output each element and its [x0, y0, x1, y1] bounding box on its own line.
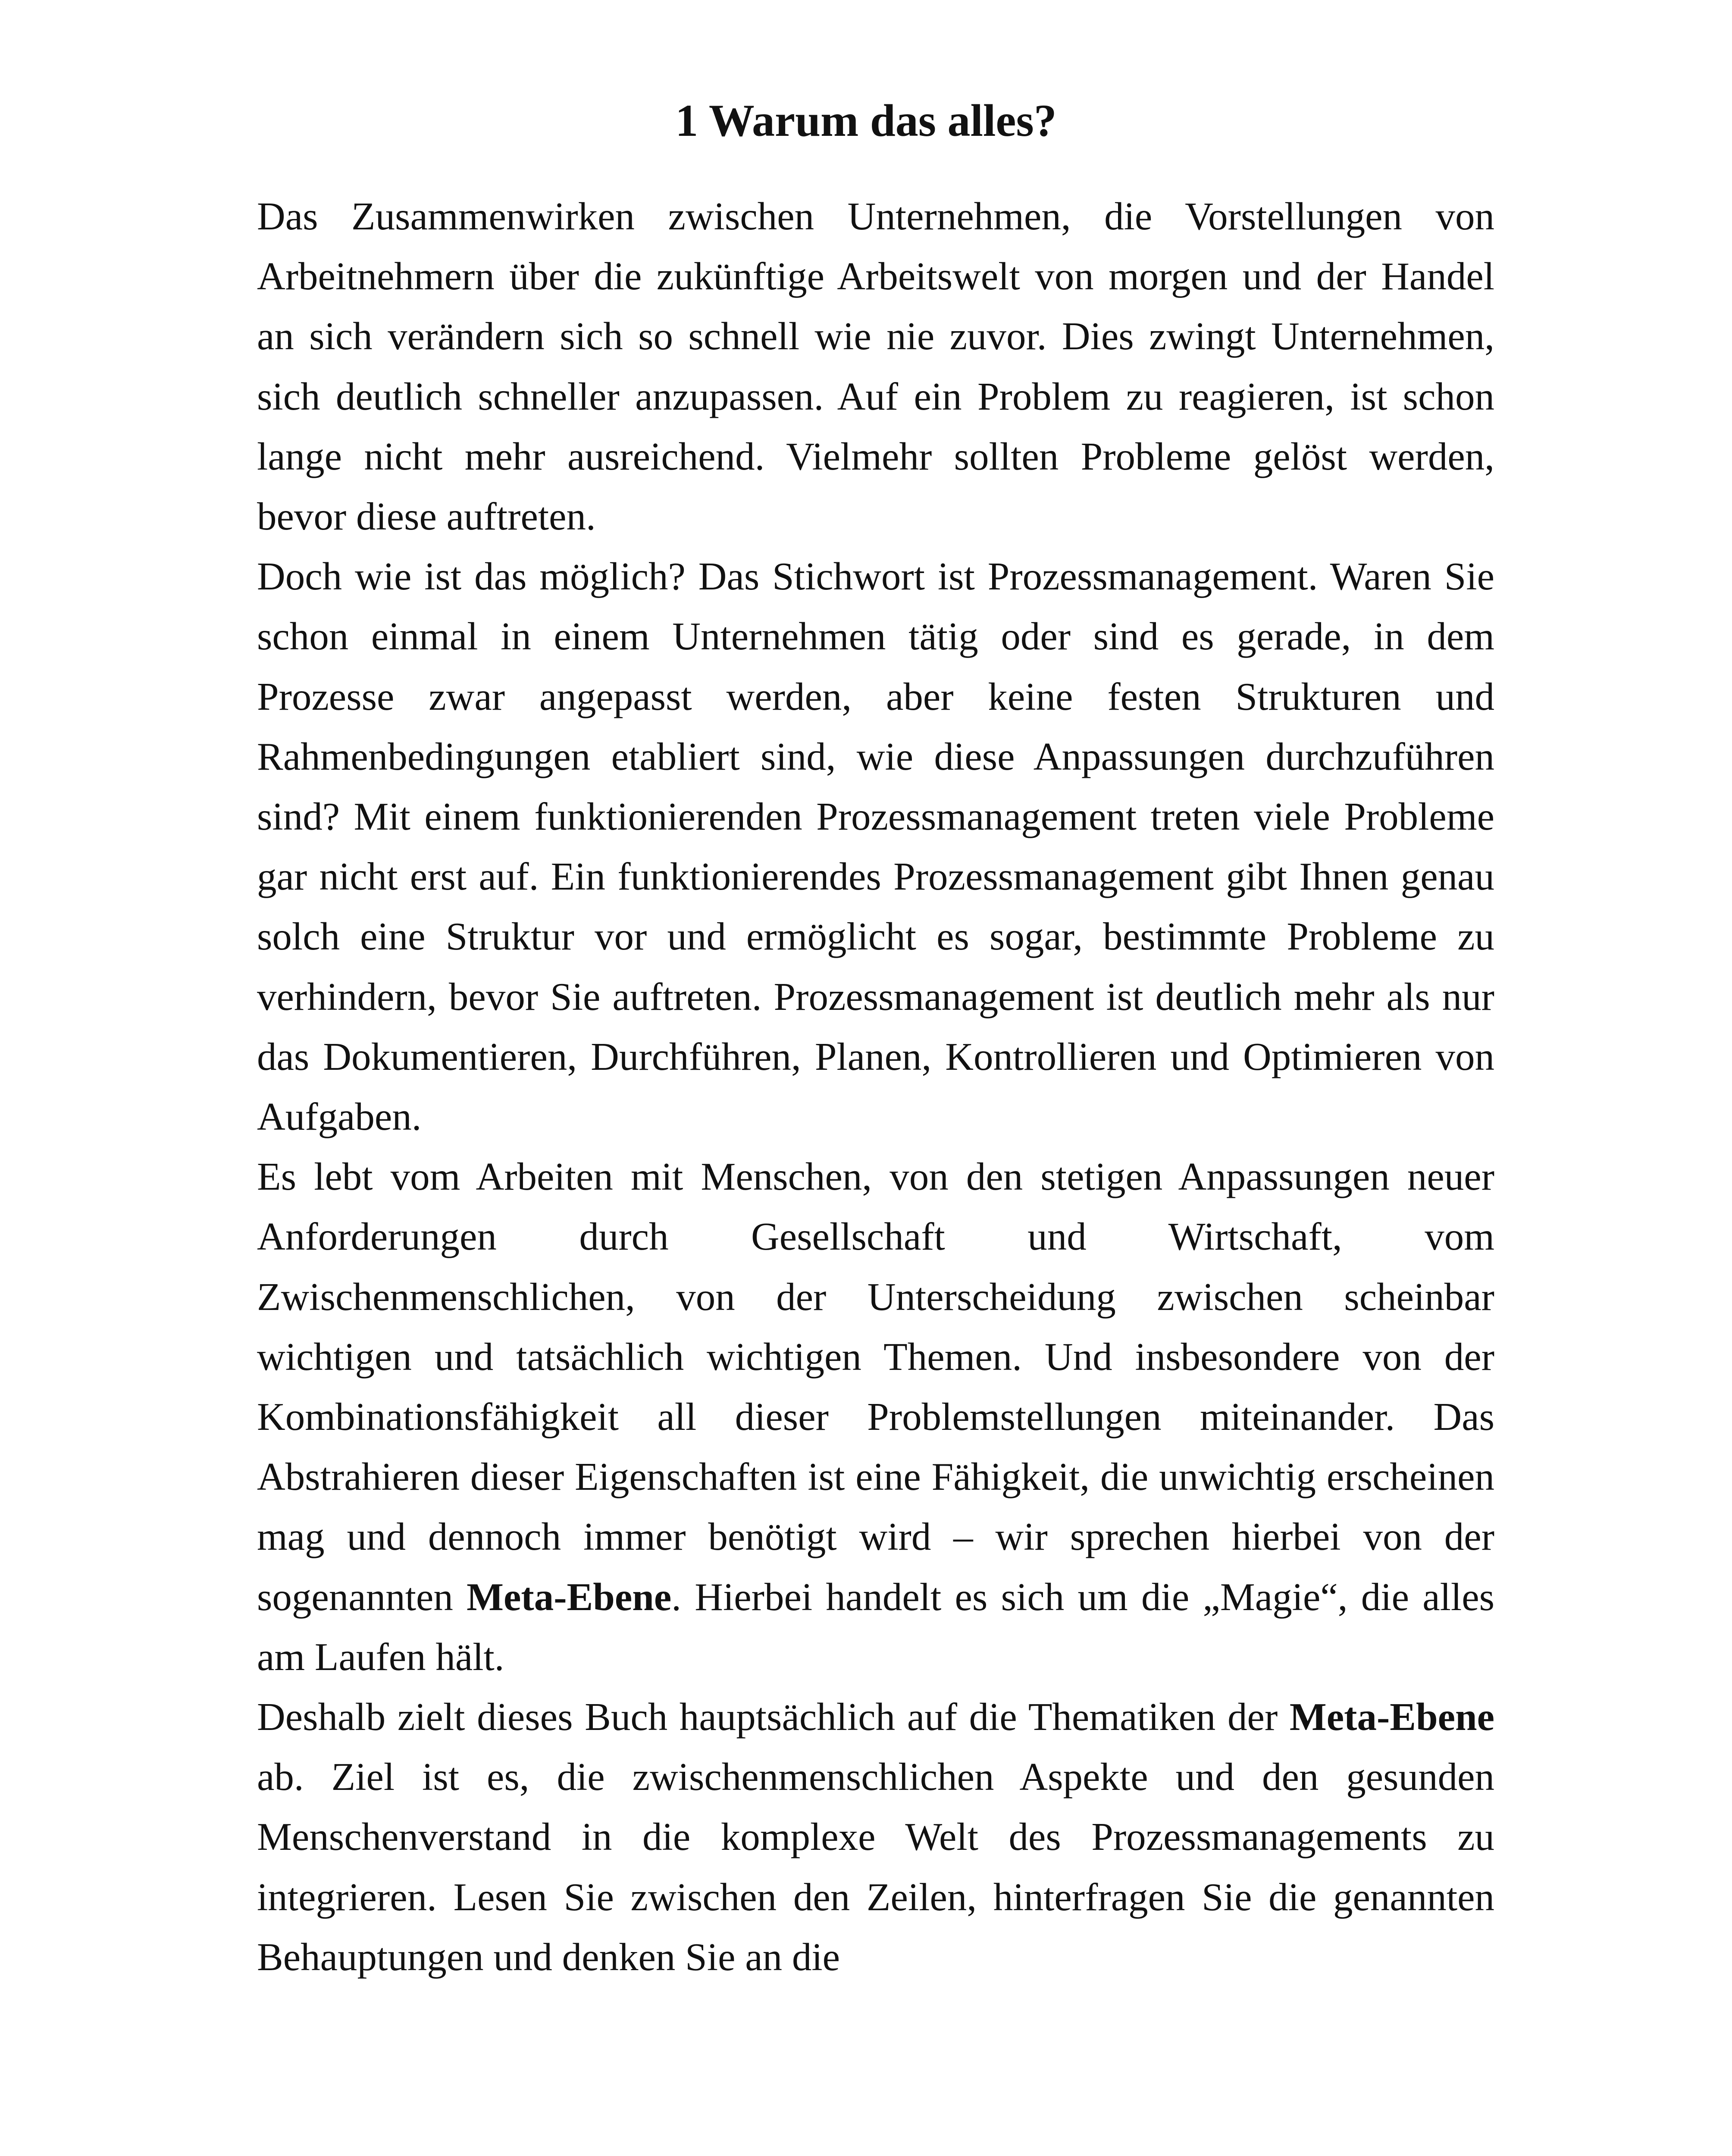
chapter-title: 1 Warum das alles? [675, 95, 1057, 146]
paragraph-meta-level-text-end: . Hierbei handelt es sich um die „Magie“, die alles am Laufen hält. [257, 1575, 1495, 1679]
meta-ebene-term: Meta-Ebene [1289, 1695, 1494, 1739]
paragraph-book-aim-text: Deshalb zielt dieses Buch hauptsächlich auf die Thematiken der [257, 1695, 1290, 1739]
paragraph-intro: Das Zusammenwirken zwischen Unternehmen, die Vorstellungen von Arbeitnehmern über die zukünftige Arbeitswelt von morgen und der Handel an sich verändern sich so schnell wie nie zuvor. Dies zwingt Unternehmen, sich deutlich schneller anzupassen. Auf ein Problem zu reagieren, ist schon lange nicht mehr ausreichend. Vielmehr sollten Probleme gelöst werden, bevor diese auftreten. [257, 194, 1494, 539]
meta-ebene-term: Meta-Ebene [467, 1575, 672, 1619]
body-text [257, 186, 1494, 1987]
paragraph-meta-level [257, 1147, 1494, 1687]
paragraph-book-aim-text-end: ab. Ziel ist es, die zwischenmenschlichen Aspekte und den gesunden Menschenverstand in die komplexe Welt des Prozessmanagements zu integrieren. Lesen Sie zwischen den Zeilen, hinterfragen Sie die genannten Behauptungen und denken Sie an die [257, 1755, 1494, 1979]
paragraph-process-management: Doch wie ist das möglich? Das Stichwort ist Prozessmanagement. Waren Sie schon einmal in einem Unternehmen tätig oder sind es gerade, in dem Prozesse zwar angepasst werden, aber keine festen Strukturen und Rahmenbedingungen etabliert sind, wie diese Anpassungen durchzuführen sind? Mit einem funktionierenden Prozessmanagement treten viele Probleme gar nicht erst auf. Ein funktionierendes Prozessmanagement gibt Ihnen genau solch eine Struktur vor und ermöglicht es sogar, bestimmte Probleme zu verhindern, bevor Sie auftreten. Prozessmanagement ist deutlich mehr als nur das Dokumentieren, Durchführen, Planen, Kontrollieren und Optimieren von Aufgaben. [257, 555, 1494, 1139]
paragraph-meta-level-text: Es lebt vom Arbeiten mit Menschen, von den stetigen Anpassungen neuer Anforderungen durch Gesellschaft und Wirtschaft, vom Zwischenmenschlichen, von der Unterscheidung zwischen scheinbar wichtigen und tatsächlich wichtigen Themen. Und insbesondere von der Kombinationsfähigkeit all dieser Problemstellungen miteinander. Das Abstrahieren dieser Eigenschaften ist eine Fähigkeit, die unwichtig erscheinen mag und dennoch immer benötigt wird – wir sprechen hierbei von der sogenannten [257, 1155, 1494, 1619]
paragraph-book-aim [257, 1687, 1494, 1987]
